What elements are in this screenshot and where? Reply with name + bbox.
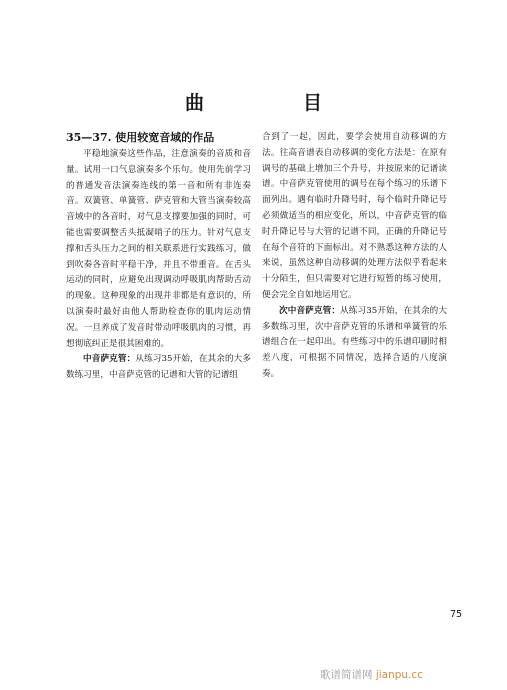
section-title: 35—37. 使用较宽音域的作品 (66, 131, 215, 144)
tenor-sax-label: 次中音萨克管： (279, 305, 341, 316)
intro-paragraph: 平稳地演奏这些作品，注意演奏的音质和音量。试用一口气息演奏多个乐句。使用先前学习的普通发音法演奏连线的第一音和所有非连奏音。双簧管、单簧管、萨克管和大管当演奏较高音域中的各音时，对气息支撑要加强的同时，可能也需要调整舌头抵凝哨子的压力。针对气息支撑和舌头压力之间的相关联系进行实践练习，做到吹奏各音时平稳干净，并且不带重音。在舌头运动的同时，应避免出现调动呼吸肌肉帮助舌动的现象。这种现象的出现并非都是有意识的，所以演奏时最好由他人帮助检查你的肌肉运动情况。一旦养成了发音时带动呼吸肌肉的习惯，再想彻底纠正是很其困难的。 (66, 149, 251, 349)
tenor-sax-paragraph (262, 304, 447, 383)
tenor-sax-text: 从练习35开始，在其余的大多数练习里，次中音萨克管的乐谱和单簧管的乐谱组合在一起印出。有些练习中的乐谱印刷时相差八度，可根据不同情况，选择合适的八度演奏。 (262, 305, 447, 379)
left-column (66, 130, 251, 384)
watermark-site-name: 歌谱简谱网 (320, 669, 373, 681)
site-watermark (320, 667, 423, 682)
page-number: 75 (450, 609, 463, 620)
alto-sax-paragraph (66, 352, 251, 384)
right-column (262, 130, 447, 383)
transposition-paragraph: 合到了一起，因此，要学会使用自动移调的方法。往高音谱表自动移调的变化方法是：在原有调号的基础上增加三个升号，并按原来的记谱读谱。中音萨克管使用的调号在每个练习的乐谱下面列出。遇有临时升降号时，每个临时升降记号必须做适当的相应变化，所以，中音萨克管的临时升降记号与大管的记谱不同，正确的升降记号在每个音符的下面标出。对不熟悉这种方法的人来说，虽然这种自动移调的处理方法似乎看起来十分陌生，但只需要对它进行短暂的练习使用，便会完全自如地运用它。 (262, 132, 447, 300)
alto-sax-text: 从练习35开始，在其余的大多数练习里，中音萨克管的记谱和大管的记谱组 (66, 354, 251, 381)
page-title: 曲 目 (184, 92, 362, 114)
watermark-domain: jianpu.cc (375, 669, 423, 681)
alto-sax-label: 中音萨克管： (83, 354, 136, 365)
